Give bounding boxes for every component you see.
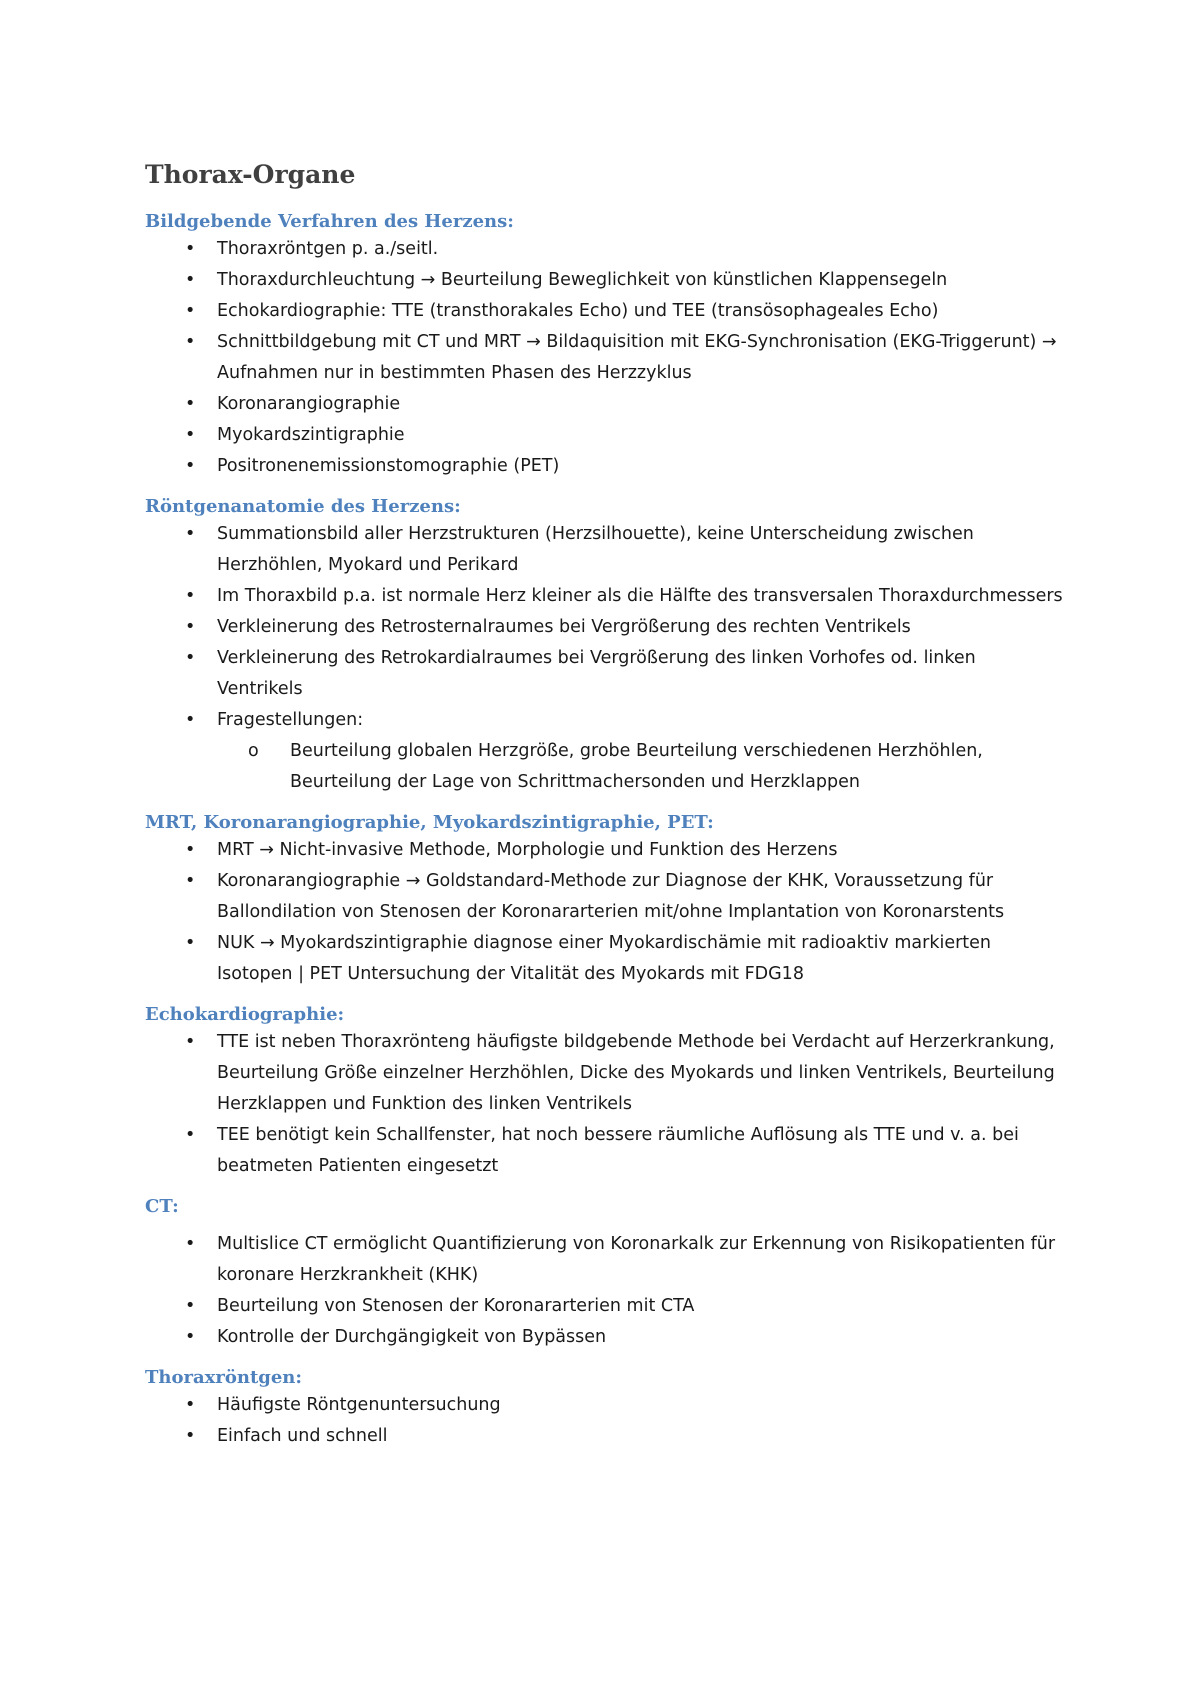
- list-item: • Verkleinerung des Retrokardialraumes bei Vergrößerung des linken Vorhofes od. linken Ventrikels: [145, 643, 1065, 705]
- list-thoraxroentgen: [145, 1390, 1065, 1452]
- heading-thoraxroentgen: Thoraxröntgen:: [145, 1367, 303, 1388]
- heading-bildgebende: Bildgebende Verfahren des Herzens:: [145, 211, 514, 232]
- list-item: • Im Thoraxbild p.a. ist normale Herz kleiner als die Hälfte des transversalen Thoraxdurchmessers: [145, 581, 1065, 612]
- list-item: • Beurteilung von Stenosen der Koronararterien mit CTA: [145, 1291, 1065, 1322]
- page-title: Thorax-Organe: [145, 160, 356, 189]
- list-item: • Einfach und schnell: [145, 1421, 1065, 1452]
- heading-mrt: MRT, Koronarangiographie, Myokardszintigraphie, PET:: [145, 812, 714, 833]
- list-item: • Echokardiographie: TTE (transthorakales Echo) und TEE (transösophageales Echo): [145, 296, 1065, 327]
- heading-echokardiographie: Echokardiographie:: [145, 1004, 345, 1025]
- list-item: • Kontrolle der Durchgängigkeit von Bypässen: [145, 1322, 1065, 1353]
- sub-list-item: o Beurteilung globalen Herzgröße, grobe Beurteilung verschiedenen Herzhöhlen, Beurteilung der Lage von Schrittmachersonden und Herzklappen: [145, 736, 1065, 798]
- list-item: • Multislice CT ermöglicht Quantifizierung von Koronarkalk zur Erkennung von Risikopatienten für koronare Herzkrankheit (KHK): [145, 1229, 1065, 1291]
- list-item: • MRT → Nicht-invasive Methode, Morphologie und Funktion des Herzens: [145, 835, 1065, 866]
- list-item: • NUK → Myokardszintigraphie diagnose einer Myokardischämie mit radioaktiv markierten Isotopen | PET Untersuchung der Vitalität des Myokards mit FDG18: [145, 928, 1065, 990]
- list-item: • TEE benötigt kein Schallfenster, hat noch bessere räumliche Auflösung als TTE und v. a. bei beatmeten Patienten eingesetzt: [145, 1120, 1065, 1182]
- list-item: • Thoraxdurchleuchtung → Beurteilung Beweglichkeit von künstlichen Klappensegeln: [145, 265, 1065, 296]
- list-item: • Koronarangiographie: [145, 389, 1065, 420]
- heading-roentgenanatomie: Röntgenanatomie des Herzens:: [145, 496, 461, 517]
- document: [145, 160, 1065, 1452]
- list-mrt: [145, 835, 1065, 990]
- list-item: • Thoraxröntgen p. a./seitl.: [145, 234, 1065, 265]
- list-echokardiographie: [145, 1027, 1065, 1182]
- list-item: • Fragestellungen:: [145, 705, 1065, 736]
- list-item: • Häufigste Röntgenuntersuchung: [145, 1390, 1065, 1421]
- list-item: • Koronarangiographie → Goldstandard-Methode zur Diagnose der KHK, Voraussetzung für Ballondilation von Stenosen der Koronararterien mit/ohne Implantation von Koronarstents: [145, 866, 1065, 928]
- heading-ct: CT:: [145, 1196, 179, 1217]
- list-item: • Verkleinerung des Retrosternalraumes bei Vergrößerung des rechten Ventrikels: [145, 612, 1065, 643]
- list-bildgebende: [145, 234, 1065, 482]
- list-item: • TTE ist neben Thoraxrönteng häufigste bildgebende Methode bei Verdacht auf Herzerkrankung, Beurteilung Größe einzelner Herzhöhlen, Dicke des Myokards und linken Ventrikels, Beurteilung Herzklappen und Funktion des linken Ventrikels: [145, 1027, 1065, 1120]
- list-item: • Summationsbild aller Herzstrukturen (Herzsilhouette), keine Unterscheidung zwischen Herzhöhlen, Myokard und Perikard: [145, 519, 1065, 581]
- list-ct: [145, 1229, 1065, 1353]
- list-item: • Schnittbildgebung mit CT und MRT → Bildaquisition mit EKG-Synchronisation (EKG-Triggerunt) → Aufnahmen nur in bestimmten Phasen des Herzzyklus: [145, 327, 1065, 389]
- list-item: • Myokardszintigraphie: [145, 420, 1065, 451]
- list-item: • Positronenemissionstomographie (PET): [145, 451, 1065, 482]
- list-roentgenanatomie: [145, 519, 1065, 736]
- sublist-fragestellungen: [145, 736, 1065, 798]
